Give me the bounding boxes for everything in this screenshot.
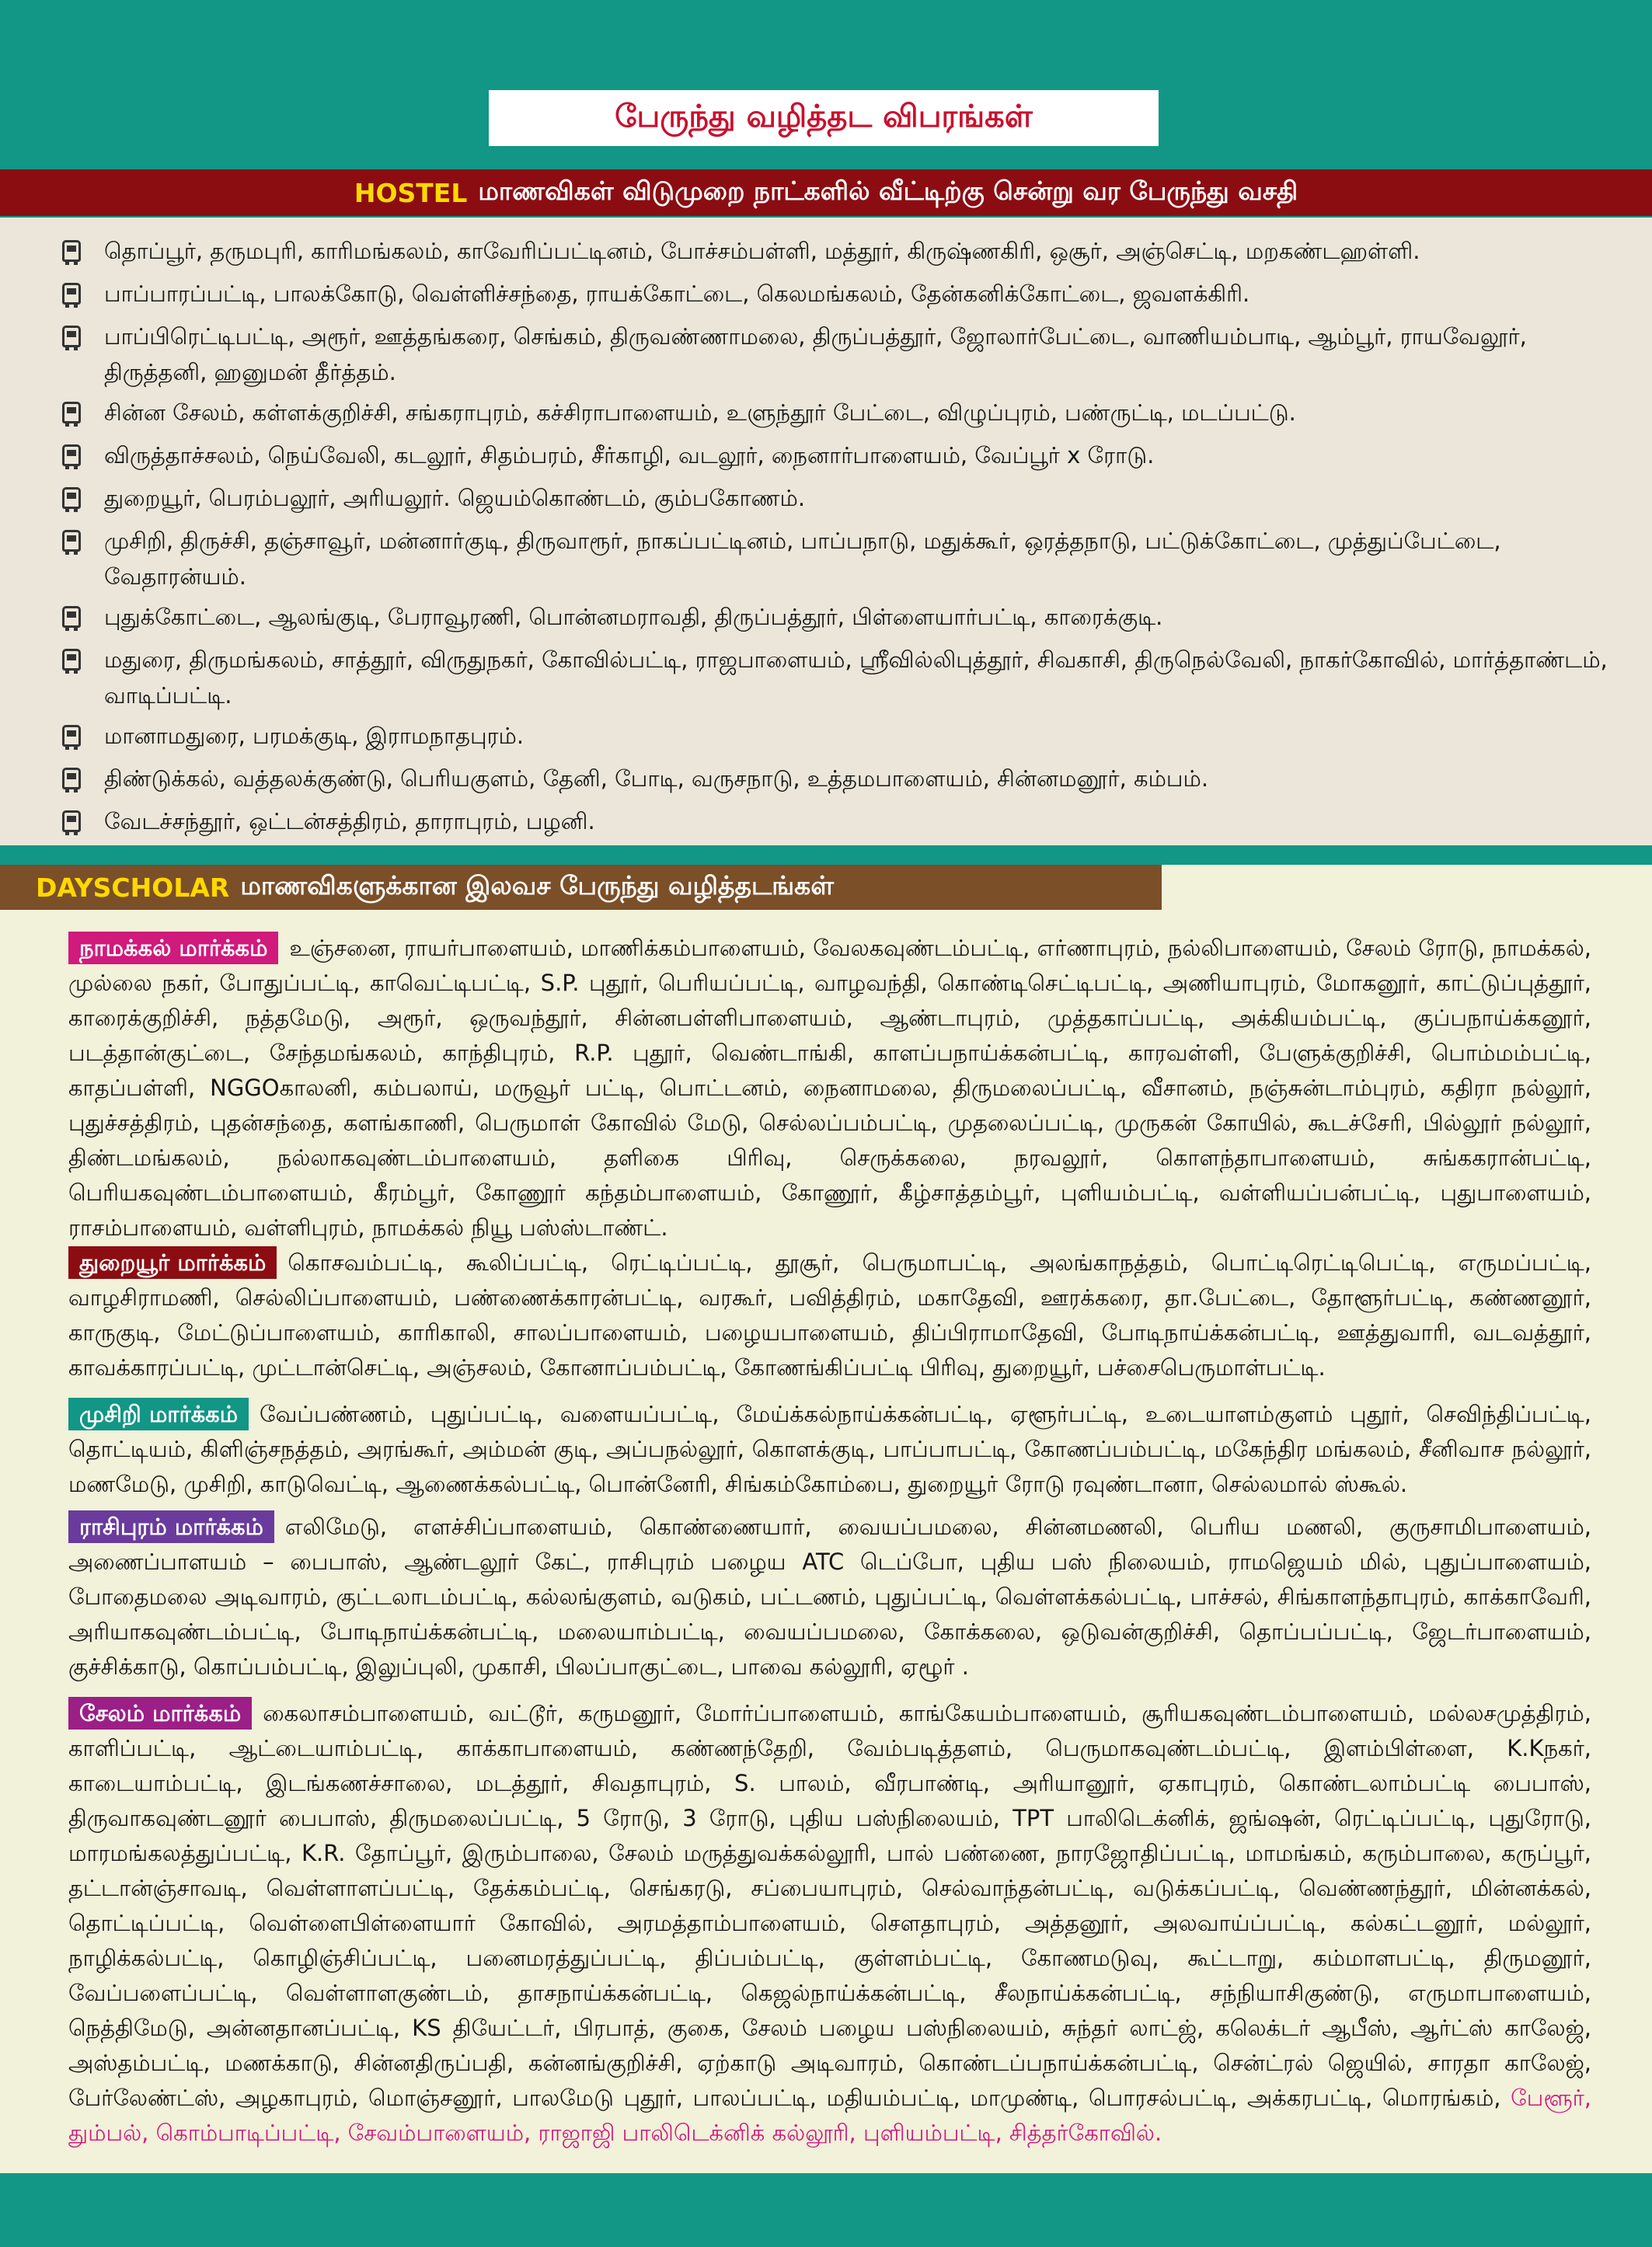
route-stops-musiri: வேப்பண்ணம், புதுப்பட்டி, வளையப்பட்டி, மேய்க்கல்நாய்க்கன்பட்டி, ஏளூர்பட்டி, உடையாளம்குளம் புதூர், செவிந்திப்பட்டி, தொட்டியம், கிளிஞ்சநத்தம், அரங்கூர், அம்மன் குடி, அப்பநல்லூர், கொளக்குடி, பாப்பாபட்டி, கோணப்பம்பட்டி, மகேந்திர மங்கலம், சீனிவாச நல்லூர், மணமேடு, முசிறி, காடுவெட்டி, ஆணைக்கல்பட்டி, பொன்னேரி, சிங்கம்கோம்பை, துறையூர் ரோடு ரவுண்டானா, செல்லமால் ஸ்கூல். [68, 1401, 1591, 1497]
route-block-namakkal [68, 931, 1591, 1245]
dayscholar-header-highlight: DAYSCHOLAR [36, 872, 230, 903]
hostel-route-item [62, 276, 1608, 312]
hostel-route-text: பாப்பாரப்பட்டி, பாலக்கோடு, வெள்ளிச்சந்தை, ராயக்கோட்டை, கெலமங்கலம், தேன்கனிக்கோட்டை, ஜவளக்கிரி. [104, 280, 1250, 307]
hostel-route-item [62, 480, 1608, 516]
hostel-route-text: முசிறி, திருச்சி, தஞ்சாவூர், மன்னார்குடி, திருவாரூர், நாகப்பட்டினம், பாப்பநாடு, மதுக்கூர், ஒரத்தநாடு, பட்டுக்கோட்டை, முத்துப்பேட்டை, வேதாரன்யம். [104, 528, 1501, 590]
route-block-musiri [68, 1397, 1591, 1502]
dayscholar-section [0, 865, 1652, 2173]
bus-icon [62, 444, 81, 466]
hostel-header [0, 169, 1652, 216]
hostel-route-text: மானாமதுரை, பரமக்குடி, இராமநாதபுரம். [104, 723, 525, 749]
hostel-route-item [62, 233, 1608, 269]
hostel-route-text: வேடச்சந்தூர், ஒட்டன்சத்திரம், தாராபுரம், பழனி. [104, 808, 595, 834]
route-block-thuraiyur [68, 1245, 1591, 1385]
hostel-route-item [62, 523, 1608, 594]
route-block-rasipuram [68, 1510, 1591, 1684]
hostel-route-text: திண்டுக்கல், வத்தலக்குண்டு, பெரியகுளம், தேனி, போடி, வருசநாடு, உத்தமபாளையம், சின்னமனூர், கம்பம். [104, 765, 1209, 792]
hostel-header-text: மாணவிகள் விடுமுறை நாட்களில் வீட்டிற்கு சென்று வர பேருந்து வசதி [478, 176, 1298, 206]
bottom-band [0, 2173, 1652, 2247]
hostel-route-text: பாப்பிரெட்டிபட்டி, அரூர், ஊத்தங்கரை, செங்கம், திருவண்ணாமலை, திருப்பத்தூர், ஜோலார்பேட்டை, வாணியம்பாடி, ஆம்பூர், ராயவேலூர், திருத்தனி, ஹனுமன் தீர்த்தம். [104, 323, 1527, 385]
page-title: பேருந்து வழித்தட விபரங்கள் [615, 98, 1033, 134]
hostel-header-highlight: HOSTEL [354, 177, 468, 208]
route-stops-namakkal: உஞ்சனை, ராயர்பாளையம், மாணிக்கம்பாளையம், வேலகவுண்டம்பட்டி, எர்ணாபுரம், நல்லிபாளையம், சேலம் ரோடு, நாமக்கல், முல்லை நகர், போதுப்பட்டி, காவெட்டிபட்டி, S.P. புதூர், பெரியப்பட்டி, வாழவந்தி, கொண்டிசெட்டிபட்டி, அணியாபுரம், மோகனூர், காட்டுப்புத்தூர், காரைக்குறிச்சி, நத்தமேடு, அரூர், ஒருவந்தூர், சின்னபள்ளிபாளையம், ஆண்டாபுரம், முத்தகாப்பட்டி, அக்கியம்பட்டி, குப்பநாய்க்கனூர், படத்தான்குட்டை, சேந்தமங்கலம், காந்திபுரம், R.P. புதூர், வெண்டாங்கி, காளப்பநாய்க்கன்பட்டி, காரவள்ளி, பேளுக்குறிச்சி, பொம்மம்பட்டி, காதப்பள்ளி, NGGOகாலனி, கம்பலாய், மருவூர் பட்டி, பொட்டனம், நைனாமலை, திருமலைப்பட்டி, வீசானம், நஞ்சுன்டாம்புரம், கதிரா நல்லூர், புதுச்சத்திரம், புதன்சந்தை, களங்காணி, பெருமாள் கோவில் மேடு, செல்லப்பம்பட்டி, முதலைப்பட்டி, முருகன் கோயில், கூடச்சேரி, பில்லூர் நல்லூர், திண்டமங்கலம், நல்லாகவுண்டம்பாளையம், தளிகை பிரிவு, செருக்கலை, நரவலூர், கொளந்தாபாளையம், சுங்ககரான்பட்டி, பெரியகவுண்டம்பாளையம், கீரம்பூர், கோணூர் கந்தம்பாளையம், கோணூர், கீழ்சாத்தம்பூர், புளியம்பட்டி, வள்ளியப்பன்பட்டி, புதுபாளையம், ராசம்பாளையம், வள்ளிபுரம், நாமக்கல் நியூ பஸ்ஸ்டாண்ட். [68, 935, 1591, 1241]
title-box [486, 87, 1162, 149]
hostel-route-item [62, 599, 1608, 635]
route-block-salem [68, 1696, 1591, 2151]
hostel-route-item [62, 642, 1608, 713]
hostel-route-item [62, 718, 1608, 754]
hostel-route-item [62, 803, 1608, 839]
bus-icon [62, 768, 81, 789]
bus-icon [62, 402, 81, 423]
bus-icon [62, 240, 81, 262]
route-stops-salem: கைலாசம்பாளையம், வட்டூர், கருமனூர், மோர்ப்பாளையம், காங்கேயம்பாளையம், சூரியகவுண்டம்பாளையம், மல்லசமுத்திரம், காளிப்பட்டி, ஆட்டையாம்பட்டி, காக்காபாளையம், கண்ணந்தேறி, வேம்படித்தளம், பெருமாகவுண்டம்பட்டி, இளம்பிள்ளை, K.Kநகர், காடையாம்பட்டி, இடங்கணச்சாலை, மடத்தூர், சிவதாபுரம், S. பாலம், வீரபாண்டி, அரியானூர், ஏகாபுரம், கொண்டலாம்பட்டி பைபாஸ், திருவாகவுண்டனூர் பைபாஸ், திருமலைப்பட்டி, 5 ரோடு, 3 ரோடு, புதிய பஸ்நிலையம், TPT பாலிடெக்னிக், ஜங்ஷன், ரெட்டிப்பட்டி, புதுரோடு, மாரமங்கலத்துப்பட்டி, K.R. தோப்பூர், இரும்பாலை, சேலம் மருத்துவக்கல்லூரி, பால் பண்ணை, நாரஜோதிப்பட்டி, மாமங்கம், கரும்பாலை, கருப்பூர், தட்டான்ஞ்சாவடி, வெள்ளாளப்பட்டி, தேக்கம்பட்டி, செங்கரடு, சப்பையாபுரம், செல்வாந்தன்பட்டி, வடுக்கப்பட்டி, வெண்ணந்தூர், மின்னக்கல், தொட்டிப்பட்டி, வெள்ளைபிள்ளையார் கோவில், அரமத்தாம்பாளையம், சௌதாபுரம், அத்தனூர், அலவாய்ப்பட்டி, கல்கட்டனூர், மல்லூர், நாழிக்கல்பட்டி, கொழிஞ்சிப்பட்டி, பனைமரத்துப்பட்டி, திப்பம்பட்டி, குள்ளம்பட்டி, கோணமடுவு, கூட்டாறு, கம்மாளபட்டி, திருமனூர், வேப்பளைப்பட்டி, வெள்ளாளகுண்டம், தாசநாய்க்கன்பட்டி, கெஜல்நாய்க்கன்பட்டி, சீலநாய்க்கன்பட்டி, சந்நியாசிகுண்டு, எருமாபாளையம், நெத்திமேடு, அன்னதானப்பட்டி, KS தியேட்டர், பிரபாத், குகை, சேலம் பழைய பஸ்நிலையம், சுந்தர் லாட்ஜ், கலெக்டர் ஆபீஸ், ஆர்ட்ஸ் காலேஜ், அஸ்தம்பட்டி, மணக்காடு, சின்னதிருப்பதி, கன்னங்குறிச்சி, ஏற்காடு அடிவாரம், கொண்டப்பநாய்க்கன்பட்டி, சென்ட்ரல் ஜெயில், சாரதா காலேஜ், பேர்லேண்ட்ஸ், அழகாபுரம், மொஞ்சனூர், பாலமேடு புதூர், பாலப்பட்டி, மதியம்பட்டி, மாமுண்டி, பொரசல்பட்டி, அக்கரபட்டி, மொரங்கம், [68, 1700, 1591, 2111]
hostel-routes-section [0, 218, 1652, 845]
route-badge-namakkal: நாமக்கல் மார்க்கம் [68, 932, 278, 964]
route-badge-thuraiyur: துறையூர் மார்க்கம் [68, 1246, 277, 1279]
hostel-route-text: சின்ன சேலம், கள்ளக்குறிச்சி, சங்கராபுரம், கச்சிராபாளையம், உளுந்தூர் பேட்டை, விழுப்புரம், பண்ருட்டி, மடப்பட்டு. [104, 399, 1296, 426]
bus-icon [62, 283, 81, 305]
bus-icon [62, 649, 81, 671]
route-stops-rasipuram: எலிமேடு, எளச்சிப்பாளையம், கொண்ணையார், வையப்பமலை, சின்னமணலி, பெரிய மணலி, குருசாமிபாளையம், அணைப்பாளயம் – பைபாஸ், ஆண்டலூர் கேட், ராசிபுரம் பழைய ATC டெப்போ, புதிய பஸ் நிலையம், ராமஜெயம் மில், புதுப்பாளையம், போதைமலை அடிவாரம், குட்டலாடம்பட்டி, கல்லங்குளம், வடுகம், பட்டணம், புதுப்பட்டி, வெள்ளக்கல்பட்டி, பாச்சல், சிங்காளந்தாபுரம், காக்காவேரி, அரியாகவுண்டம்பட்டி, போடிநாய்க்கன்பட்டி, மலையாம்பட்டி, வையப்பமலை, கோக்கலை, ஒடுவன்குறிச்சி, தொப்பப்பட்டி, ஜேடர்பாளையம், குச்சிக்காடு, கொப்பம்பட்டி, இலுப்புலி, முகாசி, பிலப்பாகுட்டை, பாவை கல்லூரி, ஏழூர் . [68, 1514, 1591, 1680]
route-stops-thuraiyur: கொசவம்பட்டி, கூலிப்பட்டி, ரெட்டிப்பட்டி, தூசூர், பெருமாபட்டி, அலங்காநத்தம், பொட்டிரெட்டிபெட்டி, எருமப்பட்டி, வாழசிராமணி, செல்லிப்பாளையம், பண்ணைக்காரன்பட்டி, வரகூர், பவித்திரம், மகாதேவி, ஊரக்கரை, தா.பேட்டை, தோளூர்பட்டி, கண்ணனூர், காருகுடி, மேட்டுப்பாளையம், காரிகாலி, சாலப்பாளையம், பழையபாளையம், திப்பிராமாதேவி, போடிநாய்க்கன்பட்டி, ஊத்துவாரி, வடவத்தூர், காவக்காரப்பட்டி, முட்டான்செட்டி, அஞ்சலம், கோனாப்பம்பட்டி, கோணங்கிப்பட்டி பிரிவு, துறையூர், பச்சைபெருமாள்பட்டி. [68, 1249, 1591, 1381]
hostel-route-text: துறையூர், பெரம்பலூர், அரியலூர். ஜெயம்கொண்டம், கும்பகோணம். [104, 485, 806, 511]
bus-icon [62, 606, 81, 628]
route-stops-salem-highlight: பேளூர், தும்பல், கொம்பாடிப்பட்டி, சேவம்பாளையம், ராஜாஜி பாலிடெக்னிக் கல்லூரி, புளியம்பட்டி, சித்தர்கோவில். [68, 2085, 1591, 2146]
bus-icon [62, 810, 81, 832]
hostel-route-text: விருத்தாச்சலம், நெய்வேலி, கடலூர், சிதம்பரம், சீர்காழி, வடலூர், நைனார்பாளையம், வேப்பூர் x ரோடு. [104, 442, 1155, 469]
bus-icon [62, 326, 81, 347]
dayscholar-header-text: மாணவிகளுக்கான இலவச பேருந்து வழித்தடங்கள் [240, 870, 835, 901]
hostel-route-item [62, 395, 1608, 430]
hostel-route-text: மதுரை, திருமங்கலம், சாத்தூர், விருதுநகர், கோவில்பட்டி, ராஜபாளையம், ஸ்ரீவில்லிபுத்தூர், சிவகாசி, திருநெல்வேலி, நாகர்கோவில், மார்த்தாண்டம், வாடிப்பட்டி. [104, 646, 1608, 709]
route-badge-salem: சேலம் மார்க்கம் [68, 1697, 252, 1730]
dayscholar-header [0, 865, 1162, 910]
route-badge-musiri: முசிறி மார்க்கம் [68, 1398, 249, 1430]
hostel-route-item [62, 319, 1608, 390]
route-badge-rasipuram: ராசிபுரம் மார்க்கம் [68, 1510, 274, 1543]
hostel-route-item [62, 437, 1608, 473]
hostel-route-text: தொப்பூர், தருமபுரி, காரிமங்கலம், காவேரிப்பட்டினம், போச்சம்பள்ளி, மத்தூர், கிருஷ்ணகிரி, ஒசூர், அஞ்செட்டி, மறகண்டஹள்ளி. [104, 238, 1420, 264]
bus-icon [62, 487, 81, 509]
bus-icon [62, 530, 81, 552]
hostel-route-text: புதுக்கோட்டை, ஆலங்குடி, பேராவூரணி, பொன்னமராவதி, திருப்பத்தூர், பிள்ளையார்பட்டி, காரைக்குடி. [104, 604, 1163, 630]
hostel-route-item [62, 761, 1608, 796]
bus-icon [62, 725, 81, 747]
